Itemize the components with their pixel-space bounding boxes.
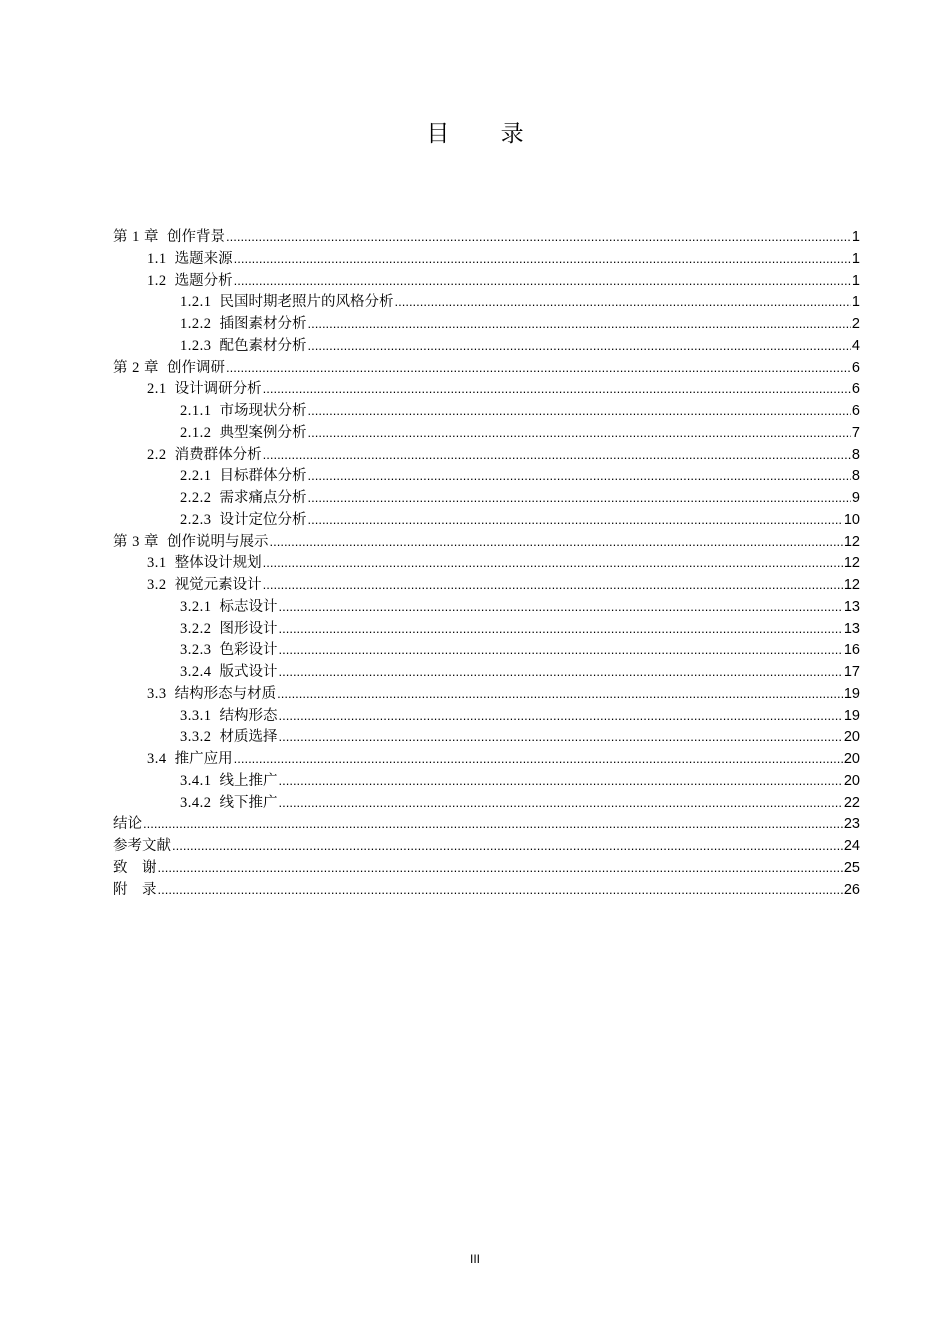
toc-dot-leader — [263, 574, 843, 596]
toc-dot-leader — [158, 857, 843, 879]
toc-entry-number: 3.4.2 — [180, 794, 212, 811]
toc-dot-leader — [270, 531, 843, 553]
toc-entry-page: 25 — [843, 859, 860, 876]
toc-entry[interactable] — [113, 879, 860, 901]
toc-entry-page: 8 — [851, 446, 860, 463]
toc-entry-page: 7 — [851, 424, 860, 441]
toc-entry[interactable] — [113, 813, 860, 835]
toc-entry-number: 3.3.2 — [180, 729, 212, 746]
toc-entry-title: 需求痛点分析 — [219, 490, 307, 506]
toc-dot-leader — [226, 226, 851, 248]
toc-dot-leader — [308, 313, 851, 335]
toc-entry-title: 设计调研分析 — [174, 381, 262, 398]
toc-entry[interactable] — [113, 400, 860, 422]
toc-dot-leader — [277, 683, 843, 705]
toc-entry-number: 1.2 — [147, 272, 167, 289]
toc-entry-page: 16 — [843, 642, 860, 659]
toc-entry-page: 8 — [851, 468, 860, 485]
toc-entry-page: 12 — [843, 577, 860, 593]
toc-entry-title: 设计定位分析 — [219, 511, 307, 528]
toc-entry-page: 1 — [851, 294, 860, 311]
toc-entry[interactable] — [113, 226, 860, 248]
toc-entry[interactable] — [113, 357, 860, 379]
toc-entry[interactable] — [113, 291, 860, 313]
toc-dot-leader — [279, 770, 843, 792]
toc-dot-leader — [143, 813, 843, 835]
toc-entry[interactable] — [113, 422, 860, 444]
toc-entry-page: 6 — [851, 359, 860, 376]
toc-entry-number: 1.2.2 — [180, 316, 212, 332]
toc-dot-leader — [308, 422, 851, 444]
toc-entry-page: 24 — [843, 838, 860, 854]
toc-entry[interactable] — [113, 618, 860, 640]
toc-entry-page: 9 — [851, 490, 860, 506]
toc-entry[interactable] — [113, 270, 860, 292]
toc-entry-number: 2.1.1 — [180, 403, 212, 419]
toc-entry-title: 视觉元素设计 — [174, 577, 262, 593]
toc-dot-leader — [308, 335, 851, 357]
toc-entry[interactable] — [113, 683, 860, 705]
toc-entry-title: 结论 — [113, 816, 142, 833]
toc-entry-number: 3.3.1 — [180, 707, 212, 724]
toc-entry-number: 2.2.1 — [180, 468, 212, 485]
toc-entry-page: 23 — [843, 816, 860, 833]
toc-entry[interactable] — [113, 857, 860, 879]
toc-entry[interactable] — [113, 574, 860, 596]
toc-dot-leader — [279, 792, 843, 814]
toc-entry-number: 3.2.2 — [180, 620, 212, 637]
toc-entry-number: 2.1 — [147, 381, 167, 398]
page-number: III — [469, 1252, 480, 1266]
toc-dot-leader — [158, 879, 843, 901]
toc-entry-page: 26 — [843, 881, 860, 898]
toc-entry-number: 3.2.1 — [180, 598, 212, 615]
toc-entry[interactable] — [113, 705, 860, 727]
toc-entry-page: 12 — [843, 533, 860, 550]
toc-dot-leader — [263, 552, 843, 574]
toc-entry[interactable] — [113, 770, 860, 792]
toc-entry-title: 致 谢 — [113, 859, 157, 876]
toc-entry-title: 民国时期老照片的风格分析 — [219, 294, 394, 311]
toc-entry-title: 版式设计 — [219, 664, 278, 680]
toc-dot-leader — [279, 705, 843, 727]
toc-entry[interactable] — [113, 444, 860, 466]
toc-entry[interactable] — [113, 552, 860, 574]
toc-entry-title: 标志设计 — [219, 598, 278, 615]
toc-entry-number: 3.1 — [147, 555, 167, 572]
toc-dot-leader — [226, 357, 851, 379]
toc-entry-page: 1 — [851, 250, 860, 267]
toc-dot-leader — [263, 378, 851, 400]
toc-entry[interactable] — [113, 313, 860, 335]
toc-entry-number: 2.2 — [147, 446, 167, 463]
toc-entry-page: 12 — [843, 555, 860, 572]
toc-entry-title: 选题来源 — [174, 250, 233, 267]
toc-entry[interactable] — [113, 248, 860, 270]
toc-entry-title: 目标群体分析 — [219, 468, 307, 485]
toc-entry-title: 材质选择 — [219, 729, 278, 746]
toc-dot-leader — [279, 726, 843, 748]
toc-entry-title: 选题分析 — [174, 272, 233, 289]
toc-entry-number: 2.2.2 — [180, 490, 212, 506]
toc-dot-leader — [172, 835, 843, 857]
toc-dot-leader — [308, 487, 851, 509]
toc-entry-page: 1 — [851, 229, 860, 245]
toc-entry-title: 配色素材分析 — [219, 337, 307, 354]
toc-dot-leader — [308, 465, 851, 487]
toc-entry-title: 市场现状分析 — [219, 403, 307, 419]
toc-entry-number: 3.4 — [147, 751, 167, 767]
toc-entry[interactable] — [113, 335, 860, 357]
toc-dot-leader — [279, 661, 843, 683]
toc-entry[interactable] — [113, 792, 860, 814]
toc-entry-page: 10 — [843, 511, 860, 528]
toc-entry-number: 1.2.1 — [180, 294, 212, 311]
toc-entry-number: 1.2.3 — [180, 337, 212, 354]
toc-entry-title: 图形设计 — [219, 620, 278, 637]
toc-entry-page: 6 — [851, 381, 860, 398]
toc-entry-page: 19 — [843, 685, 860, 702]
toc-entry-title: 参考文献 — [113, 838, 171, 854]
toc-entry[interactable] — [113, 465, 860, 487]
toc-entry-number: 2.2.3 — [180, 511, 212, 528]
toc-dot-leader — [279, 618, 843, 640]
toc-entry-number: 3.4.1 — [180, 772, 212, 789]
toc-dot-leader — [395, 291, 851, 313]
toc-entry-title: 推广应用 — [174, 751, 233, 767]
toc-entry-title: 线上推广 — [219, 772, 278, 789]
toc-dot-leader — [234, 248, 851, 270]
toc-entry-number: 1.1 — [147, 250, 167, 267]
toc-dot-leader — [308, 400, 851, 422]
toc-entry[interactable] — [113, 509, 860, 531]
toc-entry-page: 13 — [843, 598, 860, 615]
page-title: 目 录 — [426, 121, 546, 147]
toc-dot-leader — [234, 270, 851, 292]
toc-entry[interactable] — [113, 639, 860, 661]
toc-entry-number: 第 2 章 — [113, 359, 159, 376]
toc-entry-page: 20 — [843, 751, 860, 767]
toc-dot-leader — [279, 639, 843, 661]
toc-entry-number: 3.2.4 — [180, 664, 212, 680]
toc-entry[interactable] — [113, 835, 860, 857]
toc-entry-number: 2.1.2 — [180, 424, 212, 441]
toc-entry-number: 3.2 — [147, 577, 167, 593]
toc-entry-number: 3.3 — [147, 685, 167, 702]
toc-entry-page: 4 — [851, 337, 860, 354]
toc-entry-page: 20 — [843, 729, 860, 746]
toc-entry-page: 6 — [851, 403, 860, 419]
toc-entry-title: 线下推广 — [219, 794, 278, 811]
toc-entry-title: 附 录 — [113, 881, 157, 898]
toc-entry-title: 创作说明与展示 — [167, 533, 269, 550]
toc-entry[interactable] — [113, 487, 860, 509]
toc-entry-title: 结构形态 — [219, 707, 278, 724]
toc-entry-page: 20 — [843, 772, 860, 789]
toc-entry-title: 创作背景 — [167, 229, 225, 245]
toc-entry-page: 2 — [851, 316, 860, 332]
toc-entry[interactable] — [113, 661, 860, 683]
toc-entry-title: 插图素材分析 — [219, 316, 307, 332]
toc-entry-title: 色彩设计 — [219, 642, 278, 659]
toc-entry-title: 整体设计规划 — [174, 555, 262, 572]
toc-entry[interactable] — [113, 596, 860, 618]
toc-entry-title: 创作调研 — [167, 359, 225, 376]
toc-entry[interactable] — [113, 378, 860, 400]
toc-dot-leader — [279, 596, 843, 618]
toc-entry-title: 消费群体分析 — [174, 446, 262, 463]
toc-entry-page: 17 — [843, 664, 860, 680]
toc-entry-page: 22 — [843, 794, 860, 811]
toc-entry[interactable] — [113, 748, 860, 770]
toc-entry-page: 1 — [851, 272, 860, 289]
toc-dot-leader — [263, 444, 851, 466]
toc-entry-number: 第 3 章 — [113, 533, 159, 550]
toc-entry-number: 3.2.3 — [180, 642, 212, 659]
toc-entry-title: 典型案例分析 — [219, 424, 307, 441]
table-of-contents — [113, 226, 860, 900]
toc-dot-leader — [308, 509, 843, 531]
toc-entry-page: 19 — [843, 707, 860, 724]
toc-entry[interactable] — [113, 531, 860, 553]
toc-dot-leader — [234, 748, 843, 770]
toc-entry[interactable] — [113, 726, 860, 748]
toc-entry-number: 第 1 章 — [113, 229, 159, 245]
toc-entry-page: 13 — [843, 620, 860, 637]
toc-entry-title: 结构形态与材质 — [174, 685, 277, 702]
